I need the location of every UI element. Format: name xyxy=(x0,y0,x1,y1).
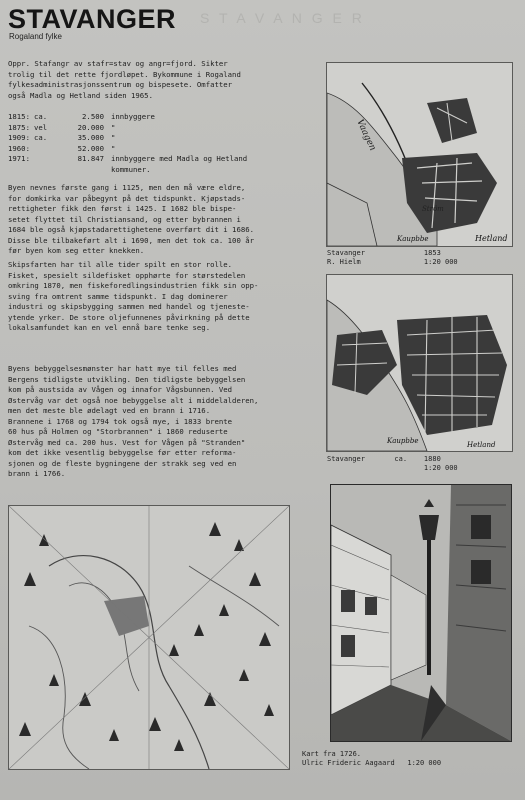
population-value: 81.847 xyxy=(77,154,104,163)
population-row xyxy=(8,144,247,155)
old-map-1726-drawing xyxy=(9,506,289,769)
population-note: " xyxy=(111,143,116,153)
population-note: innbyggere med Madla og Hetland kommuner. xyxy=(111,154,248,174)
population-qualifier: ca. xyxy=(34,112,48,121)
population-row xyxy=(8,112,247,123)
population-qualifier xyxy=(34,144,56,155)
population-row xyxy=(8,123,247,134)
map-1853-label-kaupbbe: Kaupbbe xyxy=(397,235,429,243)
map-1880-label-hetland: Hetland xyxy=(467,441,496,449)
map-1880 xyxy=(326,274,513,452)
population-qualifier xyxy=(34,154,56,175)
old-map-1726 xyxy=(8,505,290,770)
population-note: " xyxy=(111,122,116,132)
map-1853 xyxy=(326,62,513,247)
street-photo-drawing xyxy=(331,485,511,741)
page-subtitle: Rogaland fylke xyxy=(9,32,62,41)
population-year: 1815: xyxy=(8,112,30,121)
population-qualifier: vel xyxy=(34,122,48,132)
old-map-caption: Kart fra 1726. Ulric Frideric Aagaard 1:20 000 xyxy=(302,750,442,767)
shipping-paragraph: Skipsfarten har til alle tider spilt en stor rolle. Fisket, spesielt sildefisket opphørte for størstedelen omkring 1870, men fiskeforedlingsindustrien fikk sin opp- sving fra omtrent samme tidspunkt. I dag dominerer industri og skipsbygging sammen med handel og tjeneste- ytende yrker. De store oljefunnenes påvirkning på dette lokalsamfundet kan en vel ennå bare tenke seg. xyxy=(8,260,259,332)
map-1853-label-vaagen: Vaagen xyxy=(354,118,378,153)
population-note: innbyggere xyxy=(111,112,155,121)
population-year: 1960: xyxy=(8,143,30,153)
history-paragraph: Byen nevnes første gang i 1125, men den må være eldre, for domkirka var påbegynt på det tidspunkt. Kjøpstads- rettigheter fikk den først i 1425. I 1682 ble bispe- setet flyttet til Christiansand, og etter bybrannen i 1684 ble også kjøpstadarettighetene overført dit i 1686. Disse ble tilbakeført alt i 1690, men det tok ca. 100 år før byen kom seg etter knekken. xyxy=(8,183,255,255)
page-title: STAVANGER xyxy=(8,4,177,34)
map-1880-label-kaupbbe: Kaupbbe xyxy=(387,437,419,445)
population-value: 2.500 xyxy=(82,112,104,121)
population-value: 35.000 xyxy=(77,133,104,142)
population-value: 52.000 xyxy=(77,143,104,153)
bleed-through-text: S T A V A N G E R xyxy=(200,10,365,26)
population-year: 1875: xyxy=(8,122,30,132)
population-value: 20.000 xyxy=(77,122,104,132)
map-1853-label-strom: Ström xyxy=(422,205,444,213)
building-paragraph: Byens bebyggelsesmønster har hatt mye til felles med Bergens tidligste utvikling. Den tidligste bebyggelsen kom på austsida av Vågen og innafor Vågsbunnen. Ved Østervåg var det også noe bebyggelse alt i middelalderen, men det meste ble ødelagt ved en brann i 1716. Brannene i 1768 og 1794 tok også mye, i 1833 brente 60 hus på Holmen og "Storbrannen" i 1860 reduserte Østervåg med ca. 200 hus. Vest for Vågen på "Stranden" kom det ikke vesentlig bebyggelse før etter reforma- sjonen og de fleste bygningene der strakk seg ved en brann i 1766. xyxy=(8,364,259,478)
population-table xyxy=(8,112,247,175)
population-row xyxy=(8,133,247,144)
map-1880-caption: Stavanger ca. 1880 1:20 000 xyxy=(327,455,458,472)
map-1853-label-hetland: Hetland xyxy=(475,234,508,243)
population-year: 1971: xyxy=(8,154,30,163)
population-year: 1909: xyxy=(8,133,30,142)
street-photo xyxy=(330,484,512,742)
intro-paragraph: Oppr. Stafangr av stafr=stav og angr=fjord. Sikter trolig til det rette fjordløpet. Bykommune i Rogaland fylkesadministrasjonssentrum og bispesete. Omfatter også Madla og Hetland siden 1965. xyxy=(8,59,241,100)
population-qualifier: ca. xyxy=(34,133,48,142)
population-note: " xyxy=(111,133,116,142)
map-1880-drawing xyxy=(327,275,512,451)
population-row xyxy=(8,154,247,175)
map-1853-caption: Stavanger 1853 R. Hielm 1:20 000 xyxy=(327,249,458,266)
map-1853-drawing xyxy=(327,63,512,246)
